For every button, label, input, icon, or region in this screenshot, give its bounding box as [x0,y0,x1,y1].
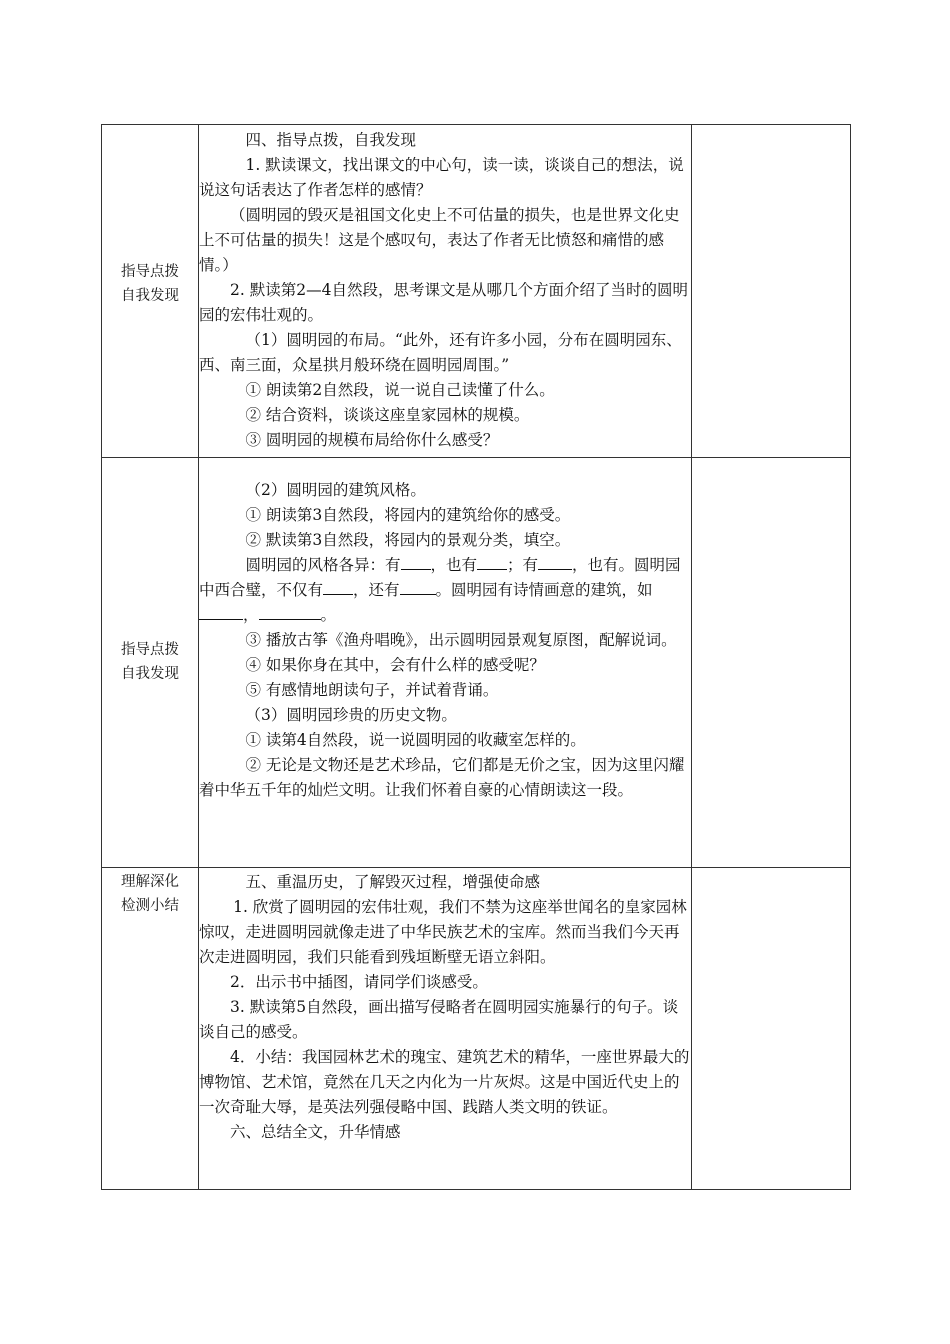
paragraph: （1）圆明园的布局。“此外，还有许多小园，分布在圆明园东、西、南三面，众星拱月般环绕在圆明园周围。” [199,331,682,374]
row-label-line: 检测小结 [121,898,179,914]
paragraph: ② 默读第3自然段，将园内的景观分类，填空。 [245,531,571,549]
lesson-plan-table [101,124,851,1190]
paragraph: ③ 圆明园的规模布局给你什么感受？ [245,431,499,449]
row-label-cell [102,458,199,868]
paragraph: ② 无论是文物还是艺术珍品，它们都是无价之宝，因为这里闪耀着中华五千年的灿烂文明。让我们怀着自豪的心情朗读这一段。 [199,756,685,799]
content-cell [199,125,692,458]
row-label-line: 自我发现 [121,288,179,304]
paragraph: 3. 默读第5自然段，画出描写侵略者在圆明园实施暴行的句子。谈谈自己的感受。 [199,998,679,1041]
paragraph: 2. 默读第2—4自然段，思考课文是从哪几个方面介绍了当时的圆明园的宏伟壮观的。 [199,281,688,324]
blank[interactable] [259,605,321,620]
notes-cell [692,125,851,458]
blank[interactable] [538,555,572,570]
table-row [102,458,851,868]
table-row [102,125,851,458]
row-label-line: 自我发现 [121,665,179,682]
paragraph: ② 结合资料，谈谈这座皇家园林的规模。 [245,406,530,424]
notes-cell [692,458,851,868]
paragraph: （圆明园的毁灭是祖国文化史上不可估量的损失，也是世界文化史上不可估量的损失！这是个感叹句，表达了作者无比愤怒和痛惜的感情。） [199,206,680,274]
blank[interactable] [400,580,436,595]
paragraph: 1. 欣赏了圆明园的宏伟壮观，我们不禁为这座举世闻名的皇家园林惊叹，走进圆明园就像走进了中华民族艺术的宝库。然而当我们今天再次走进圆明园，我们只能看到残垣断壁无语立斜阳。 [199,898,687,966]
content-cell [199,868,692,1190]
paragraph: ⑤ 有感情地朗读句子，并试着背诵。 [245,681,499,699]
paragraph: 1. 默读课文，找出课文的中心句，读一读，谈谈自己的想法，说说这句话表达了作者怎样的感情？ [199,156,684,199]
paragraph: ① 朗读第2自然段，说一说自己读懂了什么。 [245,381,555,399]
paragraph: ① 朗读第3自然段，将园内的建筑给你的感受。 [245,506,571,524]
paragraph: （2）圆明园的建筑风格。 [245,481,426,499]
blank[interactable] [401,555,431,570]
row-label-cell [102,868,199,1190]
row-label-line: 指导点拨 [121,264,179,280]
blank[interactable] [477,555,507,570]
paragraph: ① 读第4自然段，说一说圆明园的收藏室怎样的。 [245,731,586,749]
row-label-line: 理解深化 [121,874,179,890]
blank[interactable] [323,580,353,595]
fill-in-blank-paragraph: 圆明园的风格各异：有 ，也有 ；有 ，也有。圆明园中西合璧，不仅有 ，还有 。圆明园有诗情画意的建筑，如， 。 [199,556,681,624]
row-label-line: 指导点拨 [121,641,179,658]
blank[interactable] [199,605,243,620]
paragraph: 2．出示书中插图，请同学们谈感受。 [230,973,488,991]
paragraph: 4．小结：我国园林艺术的瑰宝、建筑艺术的精华，一座世界最大的博物馆、艺术馆，竟然在几天之内化为一片灰烬。这是中国近代史上的一次奇耻大辱，是英法列强侵略中国、践踏人类文明的铁证。 [199,1048,690,1116]
paragraph: ④ 如果你身在其中，会有什么样的感受呢？ [245,656,545,674]
paragraph: ③ 播放古筝《渔舟唱晚》，出示圆明园景观复原图，配解说词。 [245,631,677,649]
section-heading: 四、指导点拨，自我发现 [245,131,417,149]
row-label-cell [102,125,199,458]
notes-cell [692,868,851,1190]
paragraph: （3）圆明园珍贵的历史文物。 [245,706,457,724]
content-cell [199,458,692,868]
section-heading: 六、总结全文，升华情感 [230,1123,401,1141]
table-row [102,868,851,1190]
section-heading: 五、重温历史，了解毁灭过程，增强使命感 [245,873,541,891]
